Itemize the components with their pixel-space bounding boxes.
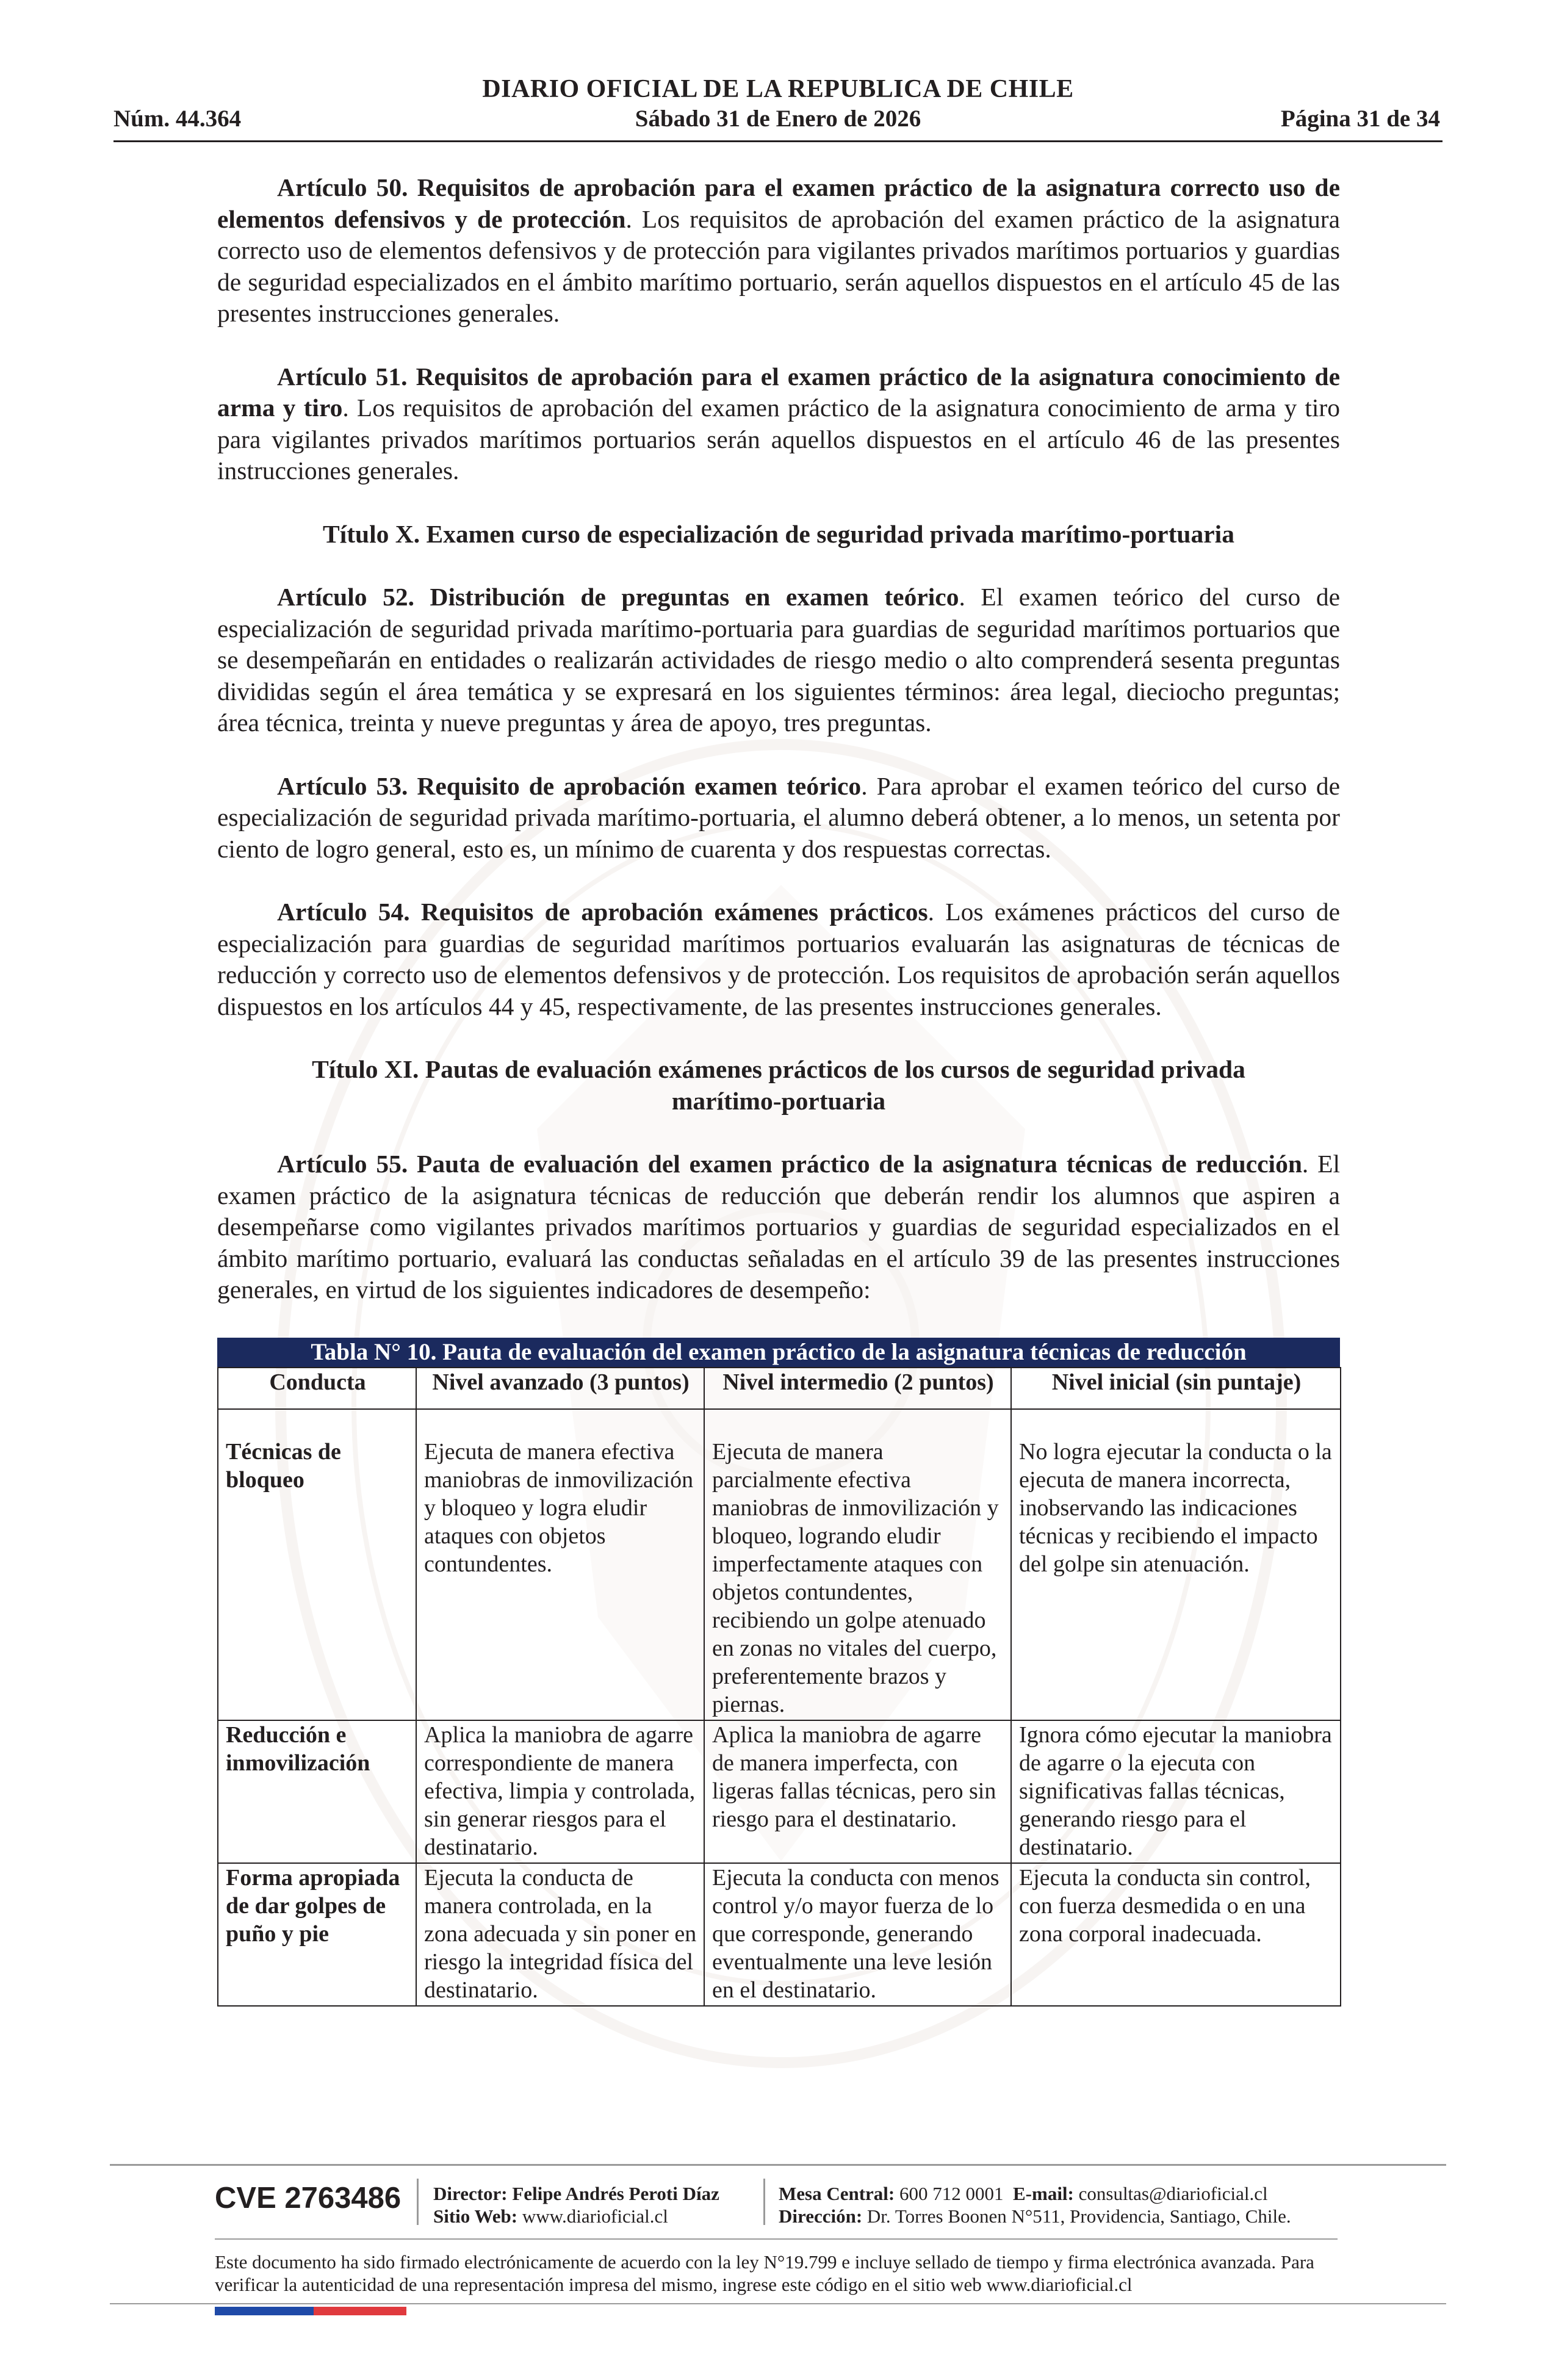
article-55 [217,1149,1340,1306]
table-cell-avanzado: Aplica la maniobra de agarre correspondiente de manera efectiva, limpia y controlada, sin generar riesgos para el destinatario. [416,1720,704,1863]
web-label: Sitio Web: [433,2205,518,2227]
web-link[interactable]: www.diarioficial.cl [522,2205,668,2227]
table-header-row [218,1368,1341,1409]
document-body [217,172,1340,2007]
footer-bottom-divider [110,2303,1446,2304]
table-header-intermedio: Nivel intermedio (2 puntos) [704,1368,1011,1409]
issue-number: Núm. 44.364 [113,106,242,132]
header-divider [113,140,1443,142]
article-52-heading: Artículo 52. Distribución de preguntas en examen teórico [277,583,959,611]
page-number: Página 31 de 34 [1280,106,1440,132]
director-label: Director: [433,2183,508,2204]
footer-director-line [433,2182,719,2205]
table-cell-conducta: Técnicas de bloqueo [218,1409,416,1720]
table-cell-conducta: Forma apropiada de dar golpes de puño y pie [218,1863,416,2006]
article-54 [217,896,1340,1022]
article-55-body: . El examen práctico de la asignatura técnicas de reducción que deberán rendir los alumnos que aspiren a desempeñarse como vigilantes privados marítimos portuarios y guardias de seguridad especializados en el ámbito marítimo portuario, evaluará las conductas señaladas en el artículo 39 de las presentes instrucciones generales, en virtud de los siguientes indicadores de desempeño: [217,1150,1340,1304]
cve-code: CVE 2763486 [215,2182,402,2215]
article-51 [217,361,1340,487]
titulo-x-heading: Título X. Examen curso de especialización de seguridad privada marítimo-portuaria [323,519,1234,548]
article-54-heading: Artículo 54. Requisitos de aprobación exámenes prácticos [277,898,928,926]
table-caption: Tabla N° 10. Pauta de evaluación del examen práctico de la asignatura técnicas de reducción [217,1338,1340,1367]
table-header-avanzado: Nivel avanzado (3 puntos) [416,1368,704,1409]
footer-separator [417,2179,419,2225]
footer-address-line [779,2205,1291,2227]
table-cell-intermedio: Ejecuta de manera parcialmente efectiva maniobras de inmovilización y bloqueo, logrando eludir imperfectamente ataques con objetos contundentes, recibiendo un golpe atenuado en zonas no vitales del cuerpo, preferentemente brazos y piernas. [704,1409,1011,1720]
article-53-heading: Artículo 53. Requisito de aprobación examen teórico [277,771,862,800]
footer-mid-divider [215,2238,1338,2240]
issue-date: Sábado 31 de Enero de 2026 [635,106,921,132]
article-53-body: . Para aprobar el examen teórico del curso de especialización de seguridad privada marítimo-portuaria, el alumno deberá obtener, a lo menos, un setenta por ciento de logro general, esto es, un mínimo de cuarenta y dos respuestas correctas. [217,771,1340,863]
email-label: E-mail: [1013,2183,1074,2204]
footer-director-block [433,2182,719,2227]
table-cell-intermedio: Aplica la maniobra de agarre de manera imperfecta, con ligeras fallas técnicas, pero sin riesgo para el destinatario. [704,1720,1011,1863]
titulo-xi-heading: Título XI. Pautas de evaluación exámenes prácticos de los cursos de seguridad privada marítimo-portuaria [312,1055,1245,1115]
article-50 [217,172,1340,330]
table-row [218,1720,1341,1863]
table-cell-avanzado: Ejecuta de manera efectiva maniobras de inmovilización y bloqueo y logra eludir ataques con objetos contundentes. [416,1409,704,1720]
article-55-heading: Artículo 55. Pauta de evaluación del examen práctico de la asignatura técnicas de reducción [277,1150,1302,1178]
article-50-body: . Los requisitos de aprobación del examen práctico de la asignatura correcto uso de elementos defensivos y de protección para vigilantes privados marítimos portuarios y guardias de seguridad especializados en el ámbito marítimo portuario, serán aquellos dispuestos en el artículo 45 de las presentes instrucciones generales. [217,204,1340,327]
footer-web-line [433,2205,719,2227]
flag-bar-red [314,2307,406,2315]
email-link[interactable]: consultas@diarioficial.cl [1078,2183,1268,2204]
table-header-conducta: Conducta [218,1368,416,1409]
flag-bar-blue [215,2307,314,2315]
article-51-body: . Los requisitos de aprobación del examen práctico de la asignatura conocimiento de arma y tiro para vigilantes privados marítimos portuarios serán aquellos dispuestos en el artículo 46 de las presentes instrucciones generales. [217,394,1341,485]
direccion-text: Dr. Torres Boonen N°511, Providencia, Santiago, Chile. [866,2205,1291,2227]
table-row [218,1863,1341,2006]
footer-top-divider [110,2164,1446,2166]
evaluation-table [217,1338,1340,2007]
mesa-number: 600 712 0001 [899,2183,1004,2204]
table-cell-inicial: Ignora cómo ejecutar la maniobra de agarre o la ejecuta con significativas fallas técnicas, generando riesgo para el destinatario. [1011,1720,1341,1863]
table-cell-avanzado: Ejecuta la conducta de manera controlada, en la zona adecuada y sin poner en riesgo la integridad física del destinatario. [416,1863,704,2006]
table-cell-intermedio: Ejecuta la conducta con menos control y/o mayor fuerza de lo que corresponde, generando eventualmente una leve lesión en el destinatario. [704,1863,1011,2006]
table-grid [217,1367,1341,2007]
gazette-title: DIARIO OFICIAL DE LA REPUBLICA DE CHILE [482,75,1074,103]
article-52 [217,582,1340,739]
table-cell-inicial: Ejecuta la conducta sin control, con fuerza desmedida o en una zona corporal inadecuada. [1011,1863,1341,2006]
article-53 [217,771,1340,865]
article-51-heading: Artículo 51. Requisitos de aprobación para el examen práctico de la asignatura conocimiento de arma y tiro [217,362,1340,422]
legal-notice: Este documento ha sido firmado electrónicamente de acuerdo con la ley N°19.799 e incluye sellado de tiempo y firma electrónica avanzada. Para verificar la autenticidad de una representación impresa del mismo, ingrese este código en el sitio web www.diarioficial.cl [215,2251,1314,2295]
footer-contact-line [779,2182,1291,2205]
table-cell-conducta: Reducción e inmovilización [218,1720,416,1863]
table-cell-inicial: No logra ejecutar la conducta o la ejecuta de manera incorrecta, inobservando las indicaciones técnicas y recibiendo el impacto del golpe sin atenuación. [1011,1409,1341,1720]
table-header-inicial: Nivel inicial (sin puntaje) [1011,1368,1341,1409]
article-52-body: . El examen teórico del curso de especialización de seguridad privada marítimo-portuaria para guardias de seguridad marítimos portuarios que se desempeñarán en entidades o realizarán actividades de riesgo medio o alto comprenderá sesenta preguntas divididas según el área temática y se expresará en los siguientes términos: área legal, dieciocho preguntas; área técnica, treinta y nueve preguntas y área de apoyo, tres preguntas. [217,583,1341,737]
article-50-heading: Artículo 50. Requisitos de aprobación para el examen práctico de la asignatura correcto uso de elementos defensivos y de protección [217,173,1340,233]
direccion-label: Dirección: [779,2205,863,2227]
article-54-body: . Los exámenes prácticos del curso de especialización para guardias de seguridad marítimos portuarios evaluarán las asignaturas de técnicas de reducción y correcto uso de elementos defensivos y de protección. Los requisitos de aprobación serán aquellos dispuestos en los artículos 44 y 45, respectivamente, de las presentes instrucciones generales. [217,898,1340,1020]
table-row [218,1409,1341,1720]
footer-contact-block [779,2182,1291,2227]
director-name: Felipe Andrés Peroti Díaz [512,2183,719,2204]
mesa-label: Mesa Central: [779,2183,895,2204]
footer-separator [763,2179,765,2225]
